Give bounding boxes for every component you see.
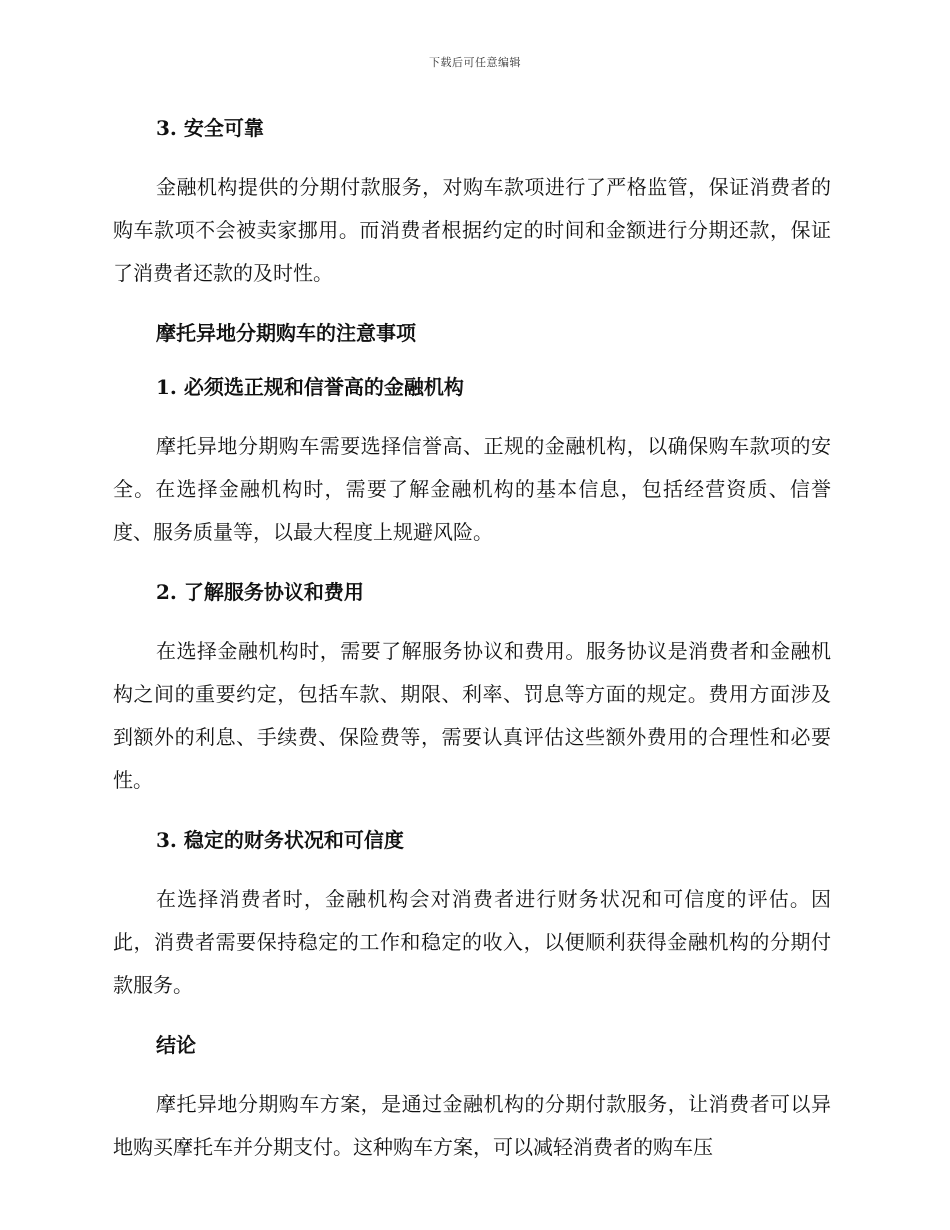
section-heading-conclusion: 结论	[156, 1033, 196, 1057]
paragraph-agreement-fees: 在选择金融机构时，需要了解服务协议和费用。服务协议是消费者和金融机构之间的重要约定，包括车款、期限、利率、罚息等方面的规定。费用方面涉及到额外的利息、手续费、保险费等，需要认真评估这些额外费用的合理性和必要性。	[113, 639, 831, 792]
page-header-note: 下载后可任意编辑	[429, 56, 521, 69]
section-heading-choose-institution: 1. 必须选正规和信誉高的金融机构	[156, 375, 464, 399]
paragraph-conclusion: 摩托异地分期购车方案，是通过金融机构的分期付款服务，让消费者可以异地购买摩托车并分期支付。这种购车方案，可以减轻消费者的购车压	[113, 1092, 831, 1159]
section-heading-notes: 摩托异地分期购车的注意事项	[156, 321, 416, 345]
paragraph-financial-status: 在选择消费者时，金融机构会对消费者进行财务状况和可信度的评估。因此，消费者需要保持稳定的工作和稳定的收入，以便顺利获得金融机构的分期付款服务。	[113, 887, 831, 997]
section-heading-agreement-fees: 2. 了解服务协议和费用	[156, 580, 364, 604]
document-body	[113, 112, 831, 1191]
section-heading-financial-status: 3. 稳定的财务状况和可信度	[156, 828, 404, 852]
paragraph-choose-institution: 摩托异地分期购车需要选择信誉高、正规的金融机构，以确保购车款项的安全。在选择金融机构时，需要了解金融机构的基本信息，包括经营资质、信誉度、服务质量等，以最大程度上规避风险。	[113, 434, 831, 544]
paragraph-safety: 金融机构提供的分期付款服务，对购车款项进行了严格监管，保证消费者的购车款项不会被卖家挪用。而消费者根据约定的时间和金额进行分期还款，保证了消费者还款的及时性。	[113, 175, 831, 285]
section-heading-safety: 3. 安全可靠	[156, 116, 264, 140]
